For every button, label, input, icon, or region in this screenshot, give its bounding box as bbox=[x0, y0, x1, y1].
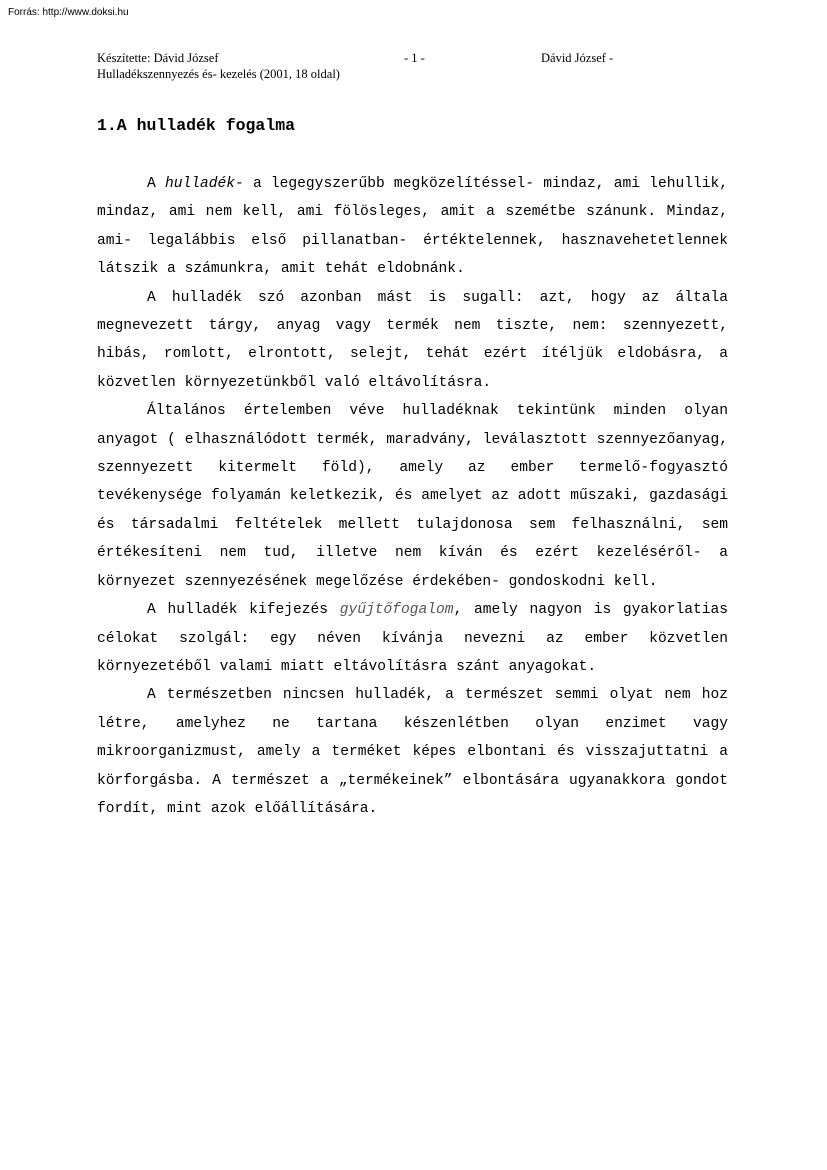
document-body bbox=[97, 170, 728, 823]
paragraph-1-term: hulladék bbox=[164, 176, 236, 192]
paragraph-1-pre: A bbox=[147, 176, 165, 192]
header-subtitle: Hulladékszennyezés és- kezelés (2001, 18 oldal) bbox=[97, 67, 340, 81]
section-title: 1.A hulladék fogalma bbox=[97, 116, 296, 135]
paragraph-1 bbox=[97, 170, 728, 284]
header-author-right: Dávid József - bbox=[541, 51, 614, 65]
paragraph-5: A természetben nincsen hulladék, a természet semmi olyat nem hoz létre, amelyhez ne tartana készenlétben olyan enzimet vagy mikroorganizmust, amely a terméket képes elbontani és visszajuttatni a körforgásba. A természet a „termékeinek” elbontására ugyanakkora gondot fordít, mint azok előállítására. bbox=[97, 687, 728, 817]
source-line: Forrás: http://www.doksi.hu bbox=[8, 7, 129, 18]
header-author-left: Készítette: Dávid József bbox=[97, 51, 219, 65]
paragraph-2: A hulladék szó azonban mást is sugall: azt, hogy az általa megnevezett tárgy, anyag vagy termék nem tiszte, nem: szennyezett, hibás, romlott, elrontott, selejt, tehát ezért ítéljük eldobásra, a közvetlen környezetünkből való eltávolításra. bbox=[97, 289, 728, 391]
paragraph-4-pre: A hulladék kifejezés bbox=[147, 602, 340, 619]
paragraph-3: Általános értelemben véve hulladéknak tekintünk minden olyan anyagot ( elhasználódott termék, maradvány, leválasztott szennyezőanyag, szennyezett kitermelt föld), amely az ember termelő-fogyasztó tevékenysége folyamán keletkezik, és amelyet az adott műszaki, gazdasági és társadalmi feltételek mellett tulajdonosa sem felhasználni, sem értékesíteni nem tud, illetve nem kíván és ezért kezeléséről- a környezet szennyezésének megelőzése érdekében- gondoskodni kell. bbox=[97, 403, 728, 590]
header-page-number: - 1 - bbox=[404, 51, 425, 65]
paragraph-4-term: gyűjtőfogalom bbox=[339, 602, 454, 619]
paragraph-1-post: - a legegyszerűbb megközelítéssel- mindaz, ami lehullik, mindaz, ami nem kell, ami fölösleges, amit a szemétbe szánunk. Mindaz, ami- legalábbis első pillanatban- értéktelennek, hasznavehetetlennek látszik a számunkra, amit tehát eldobnánk. bbox=[97, 176, 729, 278]
page-header bbox=[97, 50, 737, 81]
paragraph-4-post: , amely nagyon is gyakorlatias célokat szolgál: egy néven kívánja nevezni az ember közvetlen környezetéből valami miatt eltávolításra szánt anyagokat. bbox=[97, 602, 728, 675]
paragraph-4 bbox=[97, 596, 728, 681]
